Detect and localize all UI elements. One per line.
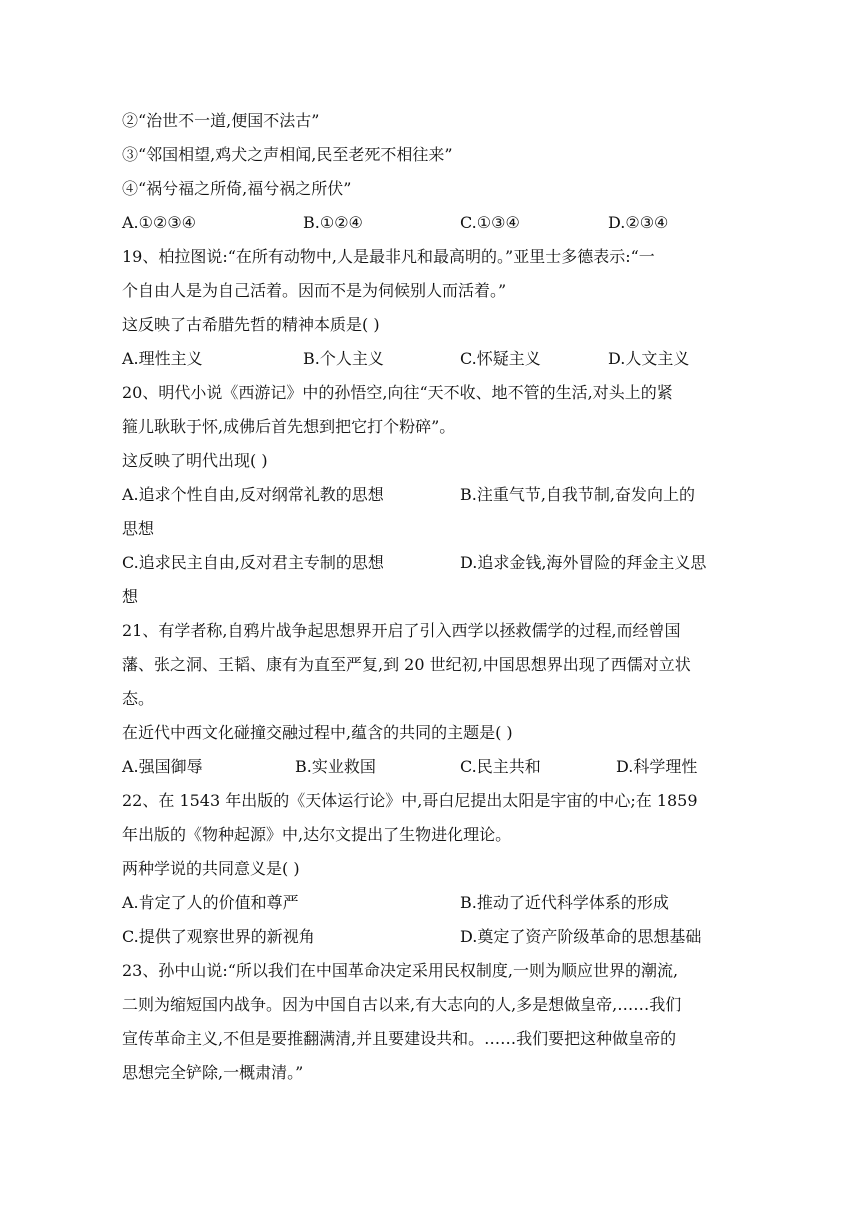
q20-option-d-wrap: 想 (122, 587, 139, 606)
q22-option-b: B.推动了近代科学体系的形成 (460, 893, 669, 912)
q19-question: 这反映了古希腊先哲的精神本质是( ) (122, 315, 380, 334)
q22-question: 两种学说的共同意义是( ) (122, 859, 300, 878)
q21-option-d: D.科学理性 (616, 757, 698, 776)
q19-option-b: B.个人主义 (303, 349, 384, 368)
q22-option-d: D.奠定了资产阶级革命的思想基础 (460, 927, 702, 946)
q19-option-d: D.人文主义 (608, 349, 690, 368)
q18-option-d: D.②③④ (608, 213, 669, 232)
q19-option-a: A.理性主义 (122, 349, 203, 368)
q18-item-2: ②“治世不一道,便国不法古” (122, 111, 320, 130)
q21-question: 在近代中西文化碰撞交融过程中,蕴含的共同的主题是( ) (122, 723, 513, 742)
q18-item-3: ③“邻国相望,鸡犬之声相闻,民至老死不相往来” (122, 145, 453, 164)
q22-option-a: A.肯定了人的价值和尊严 (122, 893, 299, 912)
q22-stem-line-2: 年出版的《物种起源》中,达尔文提出了生物进化理论。 (122, 825, 512, 844)
q23-stem-line-3: 宣传革命主义,不但是要推翻满清,并且要建设共和。……我们要把这种做皇帝的 (122, 1029, 677, 1048)
q19-stem-line-2: 个自由人是为自己活着。因而不是为伺候别人而活着。” (122, 281, 507, 300)
q22-option-c: C.提供了观察世界的新视角 (122, 927, 315, 946)
q20-option-a: A.追求个性自由,反对纲常礼教的思想 (122, 485, 384, 504)
q23-stem-line-2: 二则为缩短国内战争。因为中国自古以来,有大志向的人,多是想做皇帝,……我们 (122, 995, 682, 1014)
q20-option-d: D.追求金钱,海外冒险的拜金主义思 (460, 553, 707, 572)
q18-option-c: C.①③④ (460, 213, 520, 232)
q20-stem-line-2: 箍儿耿耿于怀,成佛后首先想到把它打个粉碎”。 (122, 417, 456, 436)
q20-question: 这反映了明代出现( ) (122, 451, 268, 470)
q23-stem-line-1: 23、孙中山说:“所以我们在中国革命决定采用民权制度,一则为顺应世界的潮流, (122, 961, 679, 980)
q18-option-a: A.①②③④ (122, 213, 197, 232)
q21-option-c: C.民主共和 (460, 757, 541, 776)
q21-stem-line-2: 藩、张之洞、王韬、康有为直至严复,到 20 世纪初,中国思想界出现了西儒对立状 (122, 655, 691, 674)
q22-stem-line-1: 22、在 1543 年出版的《天体运行论》中,哥白尼提出太阳是宇宙的中心;在 1859 (122, 791, 698, 810)
q20-option-b-wrap: 思想 (122, 519, 155, 538)
q21-option-b: B.实业救国 (295, 757, 376, 776)
q21-option-a: A.强国御辱 (122, 757, 203, 776)
q18-item-4: ④“祸兮福之所倚,福兮祸之所伏” (122, 179, 352, 198)
q20-option-b: B.注重气节,自我节制,奋发向上的 (460, 485, 696, 504)
q18-option-b: B.①②④ (303, 213, 363, 232)
q20-stem-line-1: 20、明代小说《西游记》中的孙悟空,向往“天不收、地不管的生活,对头上的紧 (122, 383, 673, 402)
q19-stem-line-1: 19、柏拉图说:“在所有动物中,人是最非凡和最高明的。”亚里士多德表示:“一 (122, 247, 655, 266)
q20-option-c: C.追求民主自由,反对君主专制的思想 (122, 553, 384, 572)
q19-option-c: C.怀疑主义 (460, 349, 541, 368)
q21-stem-line-3: 态。 (122, 689, 155, 708)
q23-stem-line-4: 思想完全铲除,一概肃清。” (122, 1063, 304, 1082)
q21-stem-line-1: 21、有学者称,自鸦片战争起思想界开启了引入西学以拯救儒学的过程,而经曾国 (122, 621, 681, 640)
